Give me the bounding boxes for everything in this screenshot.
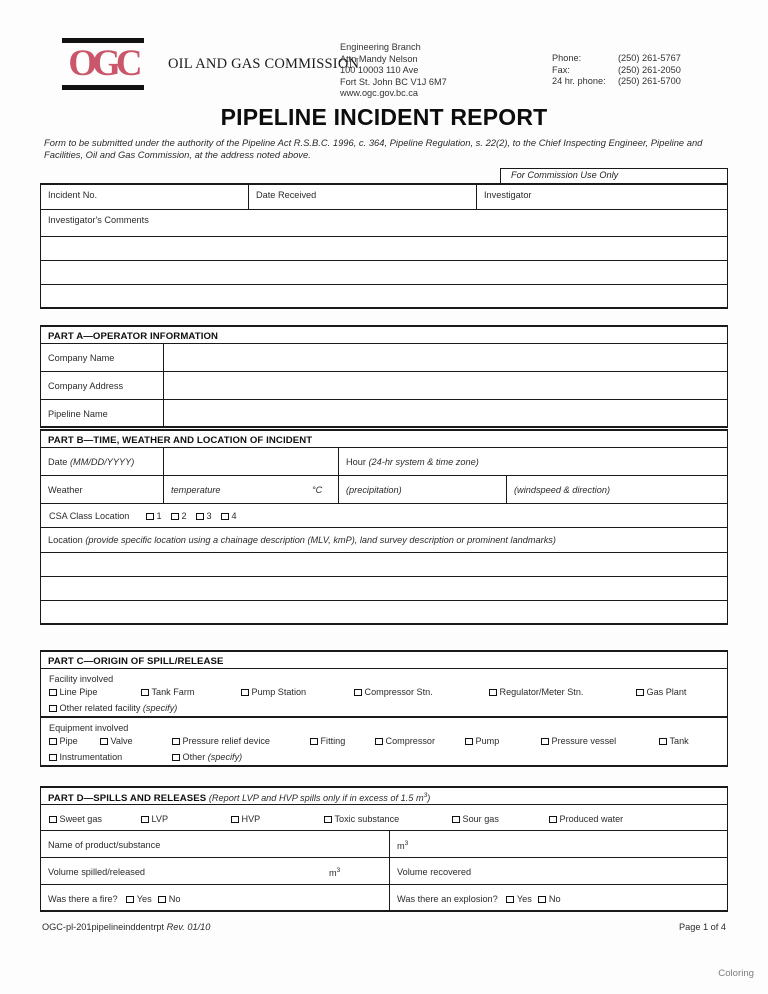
fire-question-cell — [41, 885, 389, 910]
equipment-option-other-label: Other — [182, 752, 206, 762]
substance-checkbox-produced-water[interactable] — [549, 816, 557, 824]
part-d-note-sup: 3 — [423, 792, 428, 799]
equipment-option-compressor-label: Compressor — [385, 736, 436, 746]
facility-checkbox-regulator-meter-stn[interactable] — [489, 689, 497, 697]
substance-checkbox-toxic-substance[interactable] — [324, 816, 332, 824]
equipment-option-instrumentation-label: Instrumentation — [59, 752, 123, 762]
substance-option-sweet-gas-label: Sweet gas — [59, 814, 102, 824]
volume-spilled-unit — [329, 867, 340, 878]
part-a-heading-row — [40, 325, 728, 344]
hour-label-cell — [338, 448, 727, 475]
fire-no-checkbox[interactable] — [158, 896, 166, 904]
facility-checkbox-pump-station[interactable] — [241, 689, 249, 697]
footer-page-number: Page 1 of 4 — [679, 922, 726, 932]
volume-spilled-unit-m: m — [329, 868, 337, 879]
equipment-option-pressure-relief-device-label: Pressure relief device — [182, 736, 270, 746]
substance-option-sweet-gas[interactable] — [49, 814, 102, 824]
explosion-question-label: Was there an explosion? — [397, 894, 498, 904]
footer-form-id: OGC-pl-201pipelineinddentrpt — [42, 922, 165, 932]
part-c-heading: PART C—ORIGIN OF SPILL/RELEASE — [48, 656, 224, 667]
pipeline-name-row — [40, 400, 728, 428]
csa-checkbox-3[interactable] — [196, 513, 204, 521]
volume-recovered-label[interactable]: Volume recovered — [389, 858, 727, 884]
contact-phone-value: (250) 261-5767 — [618, 53, 681, 63]
equipment-checkbox-valve[interactable] — [100, 738, 108, 746]
facility-checkbox-tank-farm[interactable] — [141, 689, 149, 697]
contact-phone — [552, 53, 681, 65]
investigator-label: Investigator — [476, 185, 727, 209]
hour-label: Hour — [346, 457, 366, 467]
equipment-involved-label: Equipment involved — [49, 723, 129, 733]
equipment-option-valve-label: Valve — [110, 736, 133, 746]
explosion-no-checkbox[interactable] — [538, 896, 546, 904]
commission-fields-row — [40, 183, 728, 210]
facility-option-tank-farm[interactable] — [141, 687, 194, 697]
address-line-2: Attn Mandy Nelson — [340, 53, 418, 64]
equipment-option-fitting-label: Fitting — [320, 736, 346, 746]
location-label-row — [40, 528, 728, 553]
equipment-option-pressure-relief-device[interactable] — [172, 736, 270, 746]
part-b-heading: PART B—TIME, WEATHER AND LOCATION OF INCIDENT — [48, 435, 313, 446]
pipeline-name-label: Pipeline Name — [48, 409, 108, 419]
substance-checkbox-sour-gas[interactable] — [452, 816, 460, 824]
temperature-unit: °C — [312, 485, 323, 495]
equipment-option-valve[interactable] — [100, 736, 133, 746]
equipment-checkbox-fitting[interactable] — [310, 738, 318, 746]
csa-class-row — [40, 504, 728, 528]
facility-checkbox-line-pipe[interactable] — [49, 689, 57, 697]
fire-yes-label: Yes — [136, 894, 152, 904]
website-url: www.ogc.gov.bc.ca — [340, 88, 418, 99]
equipment-checkbox-pipe[interactable] — [49, 738, 57, 746]
csa-option-2[interactable] — [171, 511, 187, 521]
equipment-option-tank-label: Tank — [669, 736, 689, 746]
preamble-text: Form to be submitted under the authority of the Pipeline Act R.S.B.C. 1996, c. 364, Pipeline Regulation, s. 22(2), to the Chief Inspecting Engineer, Pipeline and Facilities, Oil and Gas Commission, at the address noted above. — [44, 137, 703, 161]
equipment-involved-row — [40, 718, 728, 767]
contact-24hr-label: 24 hr. phone: — [552, 76, 606, 87]
csa-class-label: CSA Class Location — [49, 511, 130, 521]
explosion-yes-label: Yes — [516, 894, 532, 904]
page-title: PIPELINE INCIDENT REPORT — [220, 104, 548, 130]
substance-option-toxic-substance[interactable] — [324, 814, 399, 824]
csa-option-2-label: 2 — [181, 511, 187, 521]
facility-checkbox-compressor-stn[interactable] — [354, 689, 362, 697]
facility-option-tank-farm-label: Tank Farm — [151, 687, 195, 697]
date-label: Date — [48, 457, 68, 467]
part-a-block — [40, 325, 728, 428]
equipment-option-tank[interactable] — [659, 736, 689, 746]
comments-blank-row-2 — [40, 261, 728, 285]
facility-option-line-pipe[interactable] — [49, 687, 97, 697]
volume-row — [40, 858, 728, 885]
facility-option-regulator-meter-stn-label: Regulator/Meter Stn. — [499, 687, 584, 697]
location-blank-row-2[interactable] — [40, 577, 728, 601]
fire-no-option[interactable] — [158, 894, 180, 904]
facility-involved-row — [40, 669, 728, 718]
equipment-option-pump[interactable] — [465, 736, 499, 746]
substance-checkbox-lvp[interactable] — [141, 816, 149, 824]
ogc-logo — [62, 38, 144, 90]
product-name-row — [40, 831, 728, 858]
part-c-heading-row — [40, 650, 728, 669]
part-d-heading-row — [40, 786, 728, 805]
csa-option-4-label: 4 — [231, 511, 237, 521]
equipment-option-compressor[interactable] — [375, 736, 435, 746]
product-m3-cell[interactable] — [389, 831, 727, 857]
windspeed-label[interactable]: (windspeed & direction) — [506, 476, 727, 503]
substance-option-sour-gas[interactable] — [452, 814, 499, 824]
substance-option-lvp-label: LVP — [151, 814, 169, 824]
part-d-heading-note — [209, 793, 431, 803]
address-line-1: Engineering Branch — [340, 42, 421, 52]
facility-option-pump-station[interactable] — [241, 687, 306, 697]
substance-option-lvp[interactable] — [141, 814, 168, 824]
contact-fax-value: (250) 261-2050 — [618, 64, 681, 75]
substance-checkbox-hvp[interactable] — [231, 816, 239, 824]
contact-fax — [552, 65, 681, 77]
contact-phone-label: Phone: — [552, 53, 582, 63]
hour-hint: (24-hr system & time zone) — [368, 457, 479, 467]
fire-question-label: Was there a fire? — [48, 894, 118, 904]
equipment-option-other[interactable] — [172, 752, 242, 762]
logo-text: OGC — [68, 43, 138, 84]
equipment-option-instrumentation[interactable] — [49, 752, 122, 762]
equipment-option-pressure-vessel-label: Pressure vessel — [551, 736, 617, 746]
letterhead — [40, 34, 740, 104]
csa-option-1[interactable] — [146, 511, 162, 521]
csa-option-1-label: 1 — [156, 511, 162, 521]
facility-involved-label: Facility involved — [49, 674, 114, 684]
location-blank-row-1[interactable] — [40, 553, 728, 577]
company-name-row — [40, 344, 728, 372]
substance-option-toxic-substance-label: Toxic substance — [334, 814, 400, 824]
part-b-block — [40, 429, 728, 625]
equipment-checkbox-other[interactable] — [172, 754, 180, 762]
equipment-option-fitting[interactable] — [310, 736, 345, 746]
comments-blank-row-3 — [40, 285, 728, 309]
facility-option-other[interactable] — [49, 703, 177, 713]
part-d-heading: PART D—SPILLS AND RELEASES — [48, 793, 207, 804]
substance-options-row — [40, 805, 728, 831]
substance-option-hvp[interactable] — [231, 814, 260, 824]
precipitation-label[interactable]: (precipitation) — [338, 476, 506, 503]
facility-option-gas-plant-label: Gas Plant — [646, 687, 687, 697]
address-line-4: Fort St. John BC V1J 6M7 — [340, 76, 447, 87]
csa-option-3-label: 3 — [206, 511, 212, 521]
commission-use-only-header — [500, 168, 728, 183]
csa-option-4[interactable] — [221, 511, 237, 521]
incident-no-label: Incident No. — [48, 190, 98, 200]
substance-option-produced-water[interactable] — [549, 814, 623, 824]
csa-option-3[interactable] — [196, 511, 212, 521]
fire-yes-option[interactable] — [126, 894, 152, 904]
fire-explosion-row — [40, 885, 728, 912]
location-label: Location — [48, 535, 83, 545]
investigator-comments-row — [40, 210, 728, 237]
product-m3-label: m — [397, 841, 405, 852]
date-field[interactable] — [163, 448, 338, 475]
facility-checkbox-other[interactable] — [49, 705, 57, 713]
address-line-3: 100 10003 110 Ave — [340, 65, 419, 76]
volume-spilled-label: Volume spilled/released — [48, 867, 146, 877]
substance-checkbox-sweet-gas[interactable] — [49, 816, 57, 824]
csa-checkbox-2[interactable] — [171, 513, 179, 521]
temperature-label: temperature — [171, 485, 221, 495]
explosion-yes-option[interactable] — [506, 894, 532, 904]
equipment-option-pump-label: Pump — [475, 736, 500, 746]
contact-24hr-value: (250) 261-5700 — [618, 76, 681, 87]
location-label-cell — [41, 528, 727, 552]
weather-row — [40, 476, 728, 504]
equipment-option-pipe[interactable] — [49, 736, 78, 746]
equipment-option-pipe-label: Pipe — [59, 736, 78, 746]
facility-option-gas-plant[interactable] — [636, 687, 686, 697]
pipeline-name-field[interactable] — [163, 400, 727, 426]
company-address-row — [40, 372, 728, 400]
fire-yes-checkbox[interactable] — [126, 896, 134, 904]
part-c-block — [40, 650, 728, 767]
facility-checkbox-gas-plant[interactable] — [636, 689, 644, 697]
date-label-cell — [41, 448, 163, 475]
company-name-label: Company Name — [48, 353, 115, 363]
date-hour-row — [40, 448, 728, 476]
explosion-yes-checkbox[interactable] — [506, 896, 514, 904]
company-address-field[interactable] — [163, 372, 727, 399]
equipment-checkbox-pump[interactable] — [465, 738, 473, 746]
substance-option-hvp-label: HVP — [241, 814, 261, 824]
part-d-block — [40, 786, 728, 912]
contact-24hr — [552, 76, 681, 88]
substance-option-produced-water-label: Produced water — [559, 814, 624, 824]
date-received-label: Date Received — [248, 185, 476, 209]
company-name-field[interactable] — [163, 344, 727, 371]
volume-spilled-cell[interactable] — [41, 858, 389, 884]
location-hint: (provide specific location using a chainage description (MLV, kmP), land survey description or prominent landmarks) — [85, 535, 556, 545]
facility-option-compressor-stn[interactable] — [354, 687, 433, 697]
equipment-checkbox-compressor[interactable] — [375, 738, 383, 746]
logo-bar-bottom — [62, 85, 144, 90]
address-block — [340, 42, 447, 100]
explosion-no-option[interactable] — [538, 894, 560, 904]
watermark-label: Coloring — [718, 968, 754, 979]
footer-revision: Rev. 01/10 — [166, 922, 211, 932]
comments-blank-row-1 — [40, 237, 728, 261]
part-a-heading: PART A—OPERATOR INFORMATION — [48, 331, 219, 342]
footer-form-id-block — [42, 922, 210, 932]
facility-option-compressor-stn-label: Compressor Stn. — [364, 687, 433, 697]
facility-option-line-pipe-label: Line Pipe — [59, 687, 98, 697]
part-d-note-pre: (Report LVP and HVP spills only if in excess of 1.5 m — [208, 793, 424, 804]
volume-spilled-unit-sup: 3 — [336, 867, 341, 874]
facility-option-other-label: Other related facility — [59, 703, 141, 713]
csa-checkbox-4[interactable] — [221, 513, 229, 521]
weather-label: Weather — [48, 485, 83, 495]
explosion-no-label: No — [548, 894, 561, 904]
facility-option-other-hint: (specify) — [142, 703, 178, 713]
date-format-hint: (MM/DD/YYYY) — [69, 457, 135, 467]
contact-block — [552, 53, 681, 88]
explosion-question-cell — [389, 885, 727, 910]
name-of-product-label[interactable]: Name of product/substance — [48, 840, 161, 850]
facility-option-pump-station-label: Pump Station — [251, 687, 307, 697]
facility-option-regulator-meter-stn[interactable] — [489, 687, 583, 697]
equipment-checkbox-tank[interactable] — [659, 738, 667, 746]
part-d-note-post: ) — [427, 793, 431, 804]
equipment-checkbox-pressure-vessel[interactable] — [541, 738, 549, 746]
organization-name: OIL AND GAS COMMISSION — [168, 56, 360, 72]
commission-use-only-label: For Commission Use Only — [511, 170, 619, 180]
fire-no-label: No — [168, 894, 181, 904]
equipment-option-other-hint: (specify) — [207, 752, 243, 762]
equipment-checkbox-instrumentation[interactable] — [49, 754, 57, 762]
substance-option-sour-gas-label: Sour gas — [462, 814, 499, 824]
contact-fax-label: Fax: — [552, 64, 570, 75]
commission-block — [40, 183, 728, 309]
investigator-comments-label: Investigator's Comments — [48, 215, 149, 225]
csa-checkbox-1[interactable] — [146, 513, 154, 521]
temperature-cell[interactable] — [163, 476, 338, 503]
equipment-option-pressure-vessel[interactable] — [541, 736, 616, 746]
part-b-heading-row — [40, 429, 728, 448]
company-address-label: Company Address — [48, 381, 124, 391]
product-m3-sup: 3 — [404, 840, 409, 847]
part-d-heading-cell — [41, 788, 727, 804]
equipment-checkbox-pressure-relief-device[interactable] — [172, 738, 180, 746]
location-blank-row-3[interactable] — [40, 601, 728, 625]
